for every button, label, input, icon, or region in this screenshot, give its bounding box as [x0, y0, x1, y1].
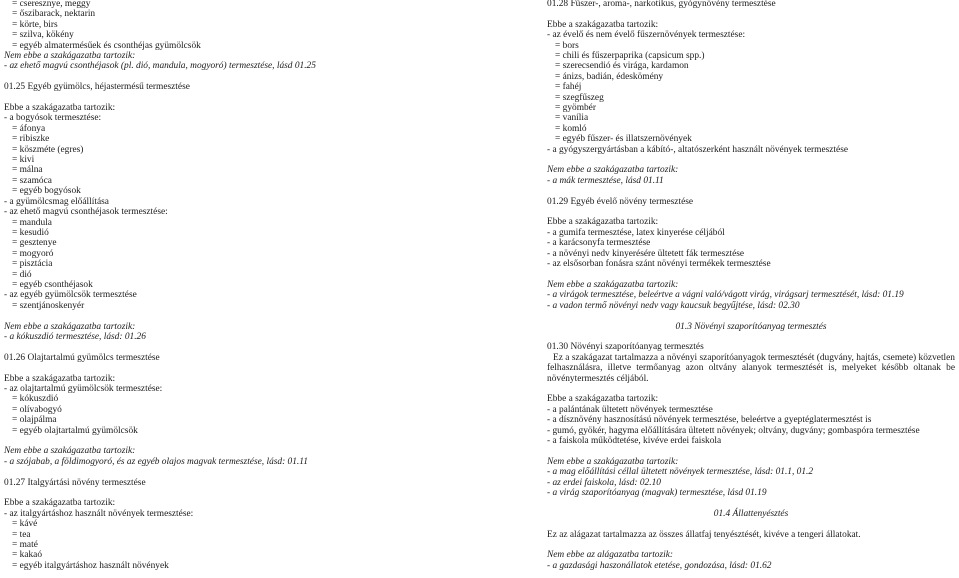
blank-line	[4, 363, 474, 373]
text-line: - a szójabab, a földimogyoró, és az egyéb olajos magvak termesztése, lásd: 01.11	[4, 456, 308, 467]
text-line: = ánizs, badián, édeskömény	[555, 71, 664, 82]
text-line: = egyéb italgyártáshoz használt növények	[12, 560, 169, 571]
text-line: - a gyümölcsmag előállítása	[4, 196, 109, 207]
text-line: = kávé	[12, 519, 38, 530]
blank-line	[4, 342, 474, 352]
text-line: = egyéb olajtartalmú gyümölcsök	[12, 425, 138, 436]
text-line: - a faiskola működtetése, kivéve erdei faiskola	[547, 435, 722, 446]
text-line: Ez az alágazat tartalmazza az összes állatfaj tenyésztését, kivéve a tengeri állatokat.	[547, 529, 861, 540]
text-line: Nem ebbe a szakágazatba tartozik:	[4, 321, 136, 332]
text-line: Ebbe a szakágazatba tartozik:	[4, 373, 116, 384]
text-line: = fahéj	[555, 82, 582, 93]
blank-line	[547, 540, 955, 550]
text-line: Nem ebbe a szakágazatba tartozik:	[547, 279, 679, 290]
text-line: - gumó, gyökér, hagyma előállítására ültetett növények; oltvány, dugvány; gombaspóra termesztése	[547, 425, 920, 436]
text-line: Nem ebbe a szakágazatba tartozik:	[4, 51, 136, 62]
blank-line	[547, 207, 955, 217]
text-line: - a palántának ültetett növények termesztése	[547, 404, 713, 415]
text-line: = egyéb bogyósok	[12, 186, 81, 197]
text-line: - az italgyártáshoz használt növények termesztése:	[4, 508, 194, 519]
text-line: - a mag előállítási céllal ültetett növények termesztése, lásd: 01.1, 01.2	[547, 467, 814, 478]
text-line: = mogyoró	[12, 248, 54, 259]
text-line: 01.30 Növényi szaporítóanyag termesztés	[547, 342, 704, 353]
text-line: = kivi	[12, 155, 35, 166]
blank-line	[547, 270, 955, 280]
text-line: Nem ebbe a szakágazatba tartozik:	[547, 165, 679, 176]
paragraph: Ez a szakágazat tartalmazza a növényi szaporítóanyagok termesztését (dugvány, hajtás, csemete) közvetlen felhasználásra, illetve termőanyag azon oltvány alanyok termesztését is, melyeket később oltanak be növénytermesztés céljából.	[547, 352, 955, 384]
text-line: = pisztácia	[12, 259, 53, 270]
text-line: = szerecsendió és virága, kardamon	[555, 61, 689, 72]
text-line: = chili és fűszerpaprika (capsicum spp.)	[555, 51, 705, 62]
blank-line	[4, 311, 474, 321]
text-line: - a virágok termesztése, beleértve a vágni való/vágott virág, virágsarj termesztését, lásd: 01.19	[547, 290, 904, 301]
text-line: - az erdei faiskola, lásd: 02.10	[547, 477, 661, 488]
text-line: = olívabogyó	[12, 404, 62, 415]
text-line: 01.27 Italgyártási növény termesztése	[4, 477, 146, 488]
text-line: - a karácsonyfa termesztése	[547, 238, 651, 249]
left-column	[4, 0, 474, 571]
text-line: - az ehető magvú csonthéjasok termesztése:	[4, 207, 168, 218]
text-line: = málna	[12, 165, 43, 176]
text-line: = tea	[12, 529, 31, 540]
text-line: - a gazdasági haszonállatok etetése, gondozása, lásd: 01.62	[547, 560, 772, 571]
section-heading: 01.3 Növényi szaporítóanyag termesztés	[675, 321, 827, 332]
blank-line	[547, 186, 955, 196]
text-line: = kakaó	[12, 550, 43, 561]
text-line: = kókuszdió	[12, 394, 59, 405]
text-line: - a növényi nedv kinyerésére ültetett fák termesztése	[547, 248, 745, 259]
text-line: = komló	[555, 123, 587, 134]
blank-line	[4, 488, 474, 498]
text-line: = ribiszke	[12, 134, 50, 145]
text-line: - a dísznövény hasznosítású növények termesztése, beleértve a gyeptéglatermesztést is	[547, 415, 872, 426]
text-line: - a kókuszdió termesztése, lásd: 01.26	[4, 331, 146, 342]
text-line: = kesudió	[12, 227, 49, 238]
text-line: = vanília	[555, 113, 589, 124]
text-line: Nem ebbe a szakágazatba tartozik:	[547, 456, 679, 467]
text-line: = szegfűszeg	[555, 92, 604, 103]
text-line: Nem ebbe az alágazatba tartozik:	[547, 550, 674, 561]
text-line: 01.26 Olajtartalmú gyümölcs termesztése	[4, 352, 160, 363]
text-line: = egyéb csonthéjasok	[12, 279, 93, 290]
text-line: - a virág szaporítóanyag (magvak) termesztése, lásd 01.19	[547, 487, 767, 498]
blank-line	[4, 93, 474, 103]
text-line: 01.25 Egyéb gyümölcs, héjastermésű termesztése	[4, 82, 190, 93]
text-line: = maté	[12, 540, 38, 550]
blank-line	[547, 519, 955, 529]
text-line: = gyömbér	[555, 103, 596, 114]
section-heading: 01.4 Állattenyésztés	[713, 508, 789, 519]
text-line: - az évelő és nem évelő fűszernövények termesztése:	[547, 30, 746, 41]
blank-line	[547, 498, 955, 508]
blank-line	[547, 384, 955, 394]
blank-line	[547, 155, 955, 165]
text-line: = szamóca	[12, 175, 52, 186]
text-line: - az egyéb gyümölcsök termesztése	[4, 290, 137, 301]
text-line: - a bogyósok termesztése:	[4, 113, 102, 124]
text-line: Ebbe a szakágazatba tartozik:	[547, 394, 659, 405]
blank-line	[4, 467, 474, 477]
text-line: - az olajtartalmú gyümölcsök termesztése:	[4, 383, 163, 394]
text-line: = áfonya	[12, 123, 46, 134]
text-line: 01.29 Egyéb évelő növény termesztése	[547, 196, 694, 207]
text-line: Ebbe a szakágazatba tartozik:	[547, 19, 659, 30]
text-line: - a mák termesztése, lásd 01.11	[547, 175, 664, 186]
text-line: - a gumifa termesztése, latex kinyerése céljából	[547, 227, 725, 238]
text-line: Ebbe a szakágazatba tartozik:	[547, 217, 659, 228]
text-line: = szilva, kökény	[12, 30, 74, 41]
text-line: - az ehető magvú csonthéjasok (pl. dió, mandula, mogyoró) termesztése, lásd 01.25	[4, 61, 316, 72]
text-line: = köszméte (egres)	[12, 144, 84, 155]
blank-line	[547, 446, 955, 456]
blank-line	[547, 311, 955, 321]
text-line: - a gyógyszergyártásban a kábító-, altatószerként használt növények termesztése	[547, 144, 849, 155]
text-line: = őszibarack, nektarin	[12, 9, 96, 20]
right-column	[547, 0, 955, 571]
text-line: = bors	[555, 40, 579, 51]
text-line: = dió	[12, 269, 32, 280]
text-line: = mandula	[12, 217, 52, 228]
blank-line	[547, 332, 955, 342]
text-line: = körte, birs	[12, 19, 58, 30]
blank-line	[547, 9, 955, 19]
text-line: = olajpálma	[12, 415, 57, 426]
text-line: - az elsősorban fonásra szánt növényi termékek termesztése	[547, 259, 771, 270]
text-line: Nem ebbe a szakágazatba tartozik:	[4, 446, 136, 457]
blank-line	[4, 72, 474, 82]
text-line: Ebbe a szakágazatba tartozik:	[4, 103, 116, 114]
text-line: = egyéb fűszer- és illatszernövények	[555, 134, 692, 145]
text-line: 01.28 Fűszer-, aroma-, narkotikus, gyógynövény termesztése	[547, 0, 776, 9]
text-line: - a vadon termő növényi nedv vagy kaucsuk begyűjtése, lásd: 02.30	[547, 300, 800, 311]
blank-line	[4, 436, 474, 446]
text-line: = szentjánoskenyér	[12, 300, 85, 311]
text-line: Ebbe a szakágazatba tartozik:	[4, 498, 116, 509]
text-line: = gesztenye	[12, 238, 57, 249]
text-line: = egyéb almatermésűek és csonthéjas gyümölcsök	[12, 40, 201, 51]
text-line: = cseresznye, meggy	[12, 0, 91, 9]
